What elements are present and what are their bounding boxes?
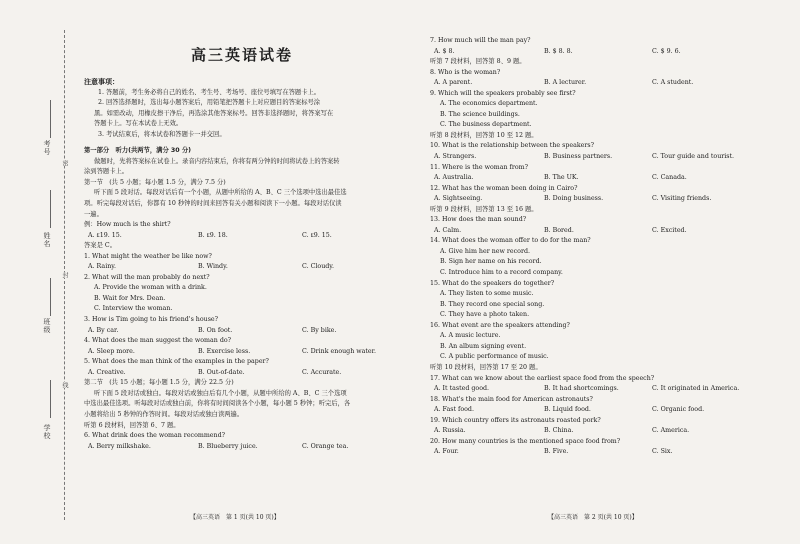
option-c: C. $ 9. 6. (652, 47, 681, 55)
option-c: C. Accurate. (302, 368, 342, 376)
question-2-option-c: C. Interview the woman. (94, 305, 173, 313)
left-column (84, 77, 400, 452)
question-7: 7. How much will the man pay? (430, 37, 531, 44)
class-field (50, 278, 51, 316)
option-b: B. Bored. (544, 226, 574, 234)
question-2-option-b: B. Wait for Mrs. Dean. (94, 294, 166, 302)
binding-margin (0, 0, 78, 544)
question-13-options (430, 226, 750, 237)
question-11-options (430, 173, 750, 184)
option-b: B. It had shortcomings. (544, 385, 619, 393)
margin-label-school: 学校 (43, 424, 51, 440)
question-9-option-c: C. The business department. (440, 121, 532, 129)
option-b: B. On foot. (198, 326, 233, 334)
question-8: 8. Who is the woman? (430, 68, 501, 76)
page-title: 高三英语试卷 (190, 46, 293, 64)
option-a: A. Rainy. (88, 263, 116, 271)
name-field (50, 190, 51, 228)
margin-label-name: 姓名 (43, 232, 51, 248)
footer-right: 【高三英语 第 2 页(共 10 页)】 (548, 514, 638, 521)
question-14-option-b: B. Sign her name on his record. (440, 258, 542, 266)
question-19: 19. Which country offers its astronauts roasted pork? (430, 416, 601, 424)
cut-mark-feng: 封 (61, 272, 68, 278)
option-c: C. Visiting friends. (652, 195, 712, 203)
question-18: 18. What's the main food for American astronauts? (430, 395, 593, 403)
question-15-option-a: A. They listen to some music. (440, 290, 534, 298)
option-a: A. ₤19. 15. (88, 231, 122, 239)
question-19-options (430, 426, 750, 437)
option-c: C. Drink enough water. (302, 347, 376, 355)
option-c: C. America. (652, 427, 690, 435)
option-b: B. Five. (544, 448, 569, 456)
question-3: 3. How is Tim going to his friend's house? (84, 316, 219, 324)
section2-intro-line: 中选出最佳选项。听每段对话或独白前，你将有时间阅读各个小题，每小题 5 秒钟；听完后，各 (84, 400, 351, 408)
question-17-options (430, 384, 750, 395)
question-4: 4. What does the man suggest the woman do? (84, 337, 232, 345)
option-a: A. A parent. (434, 79, 473, 87)
section1-intro-line: 一遍。 (84, 210, 103, 218)
part1-heading: 第一部分 听力(共两节，满分 30 分) (84, 147, 192, 155)
option-b: B. Business partners. (544, 153, 613, 161)
question-10: 10. What is the relationship between the speakers? (430, 142, 595, 150)
question-7-options (430, 47, 750, 58)
part1-intro-line: 涂到答题卡上。 (84, 168, 129, 176)
question-6: 6. What drink does the woman recommend? (84, 432, 225, 440)
option-a: A. It tasted good. (434, 385, 490, 393)
notice-line: 答题卡上。写在本试卷上无效。 (94, 120, 183, 128)
option-a: A. Creative. (88, 368, 126, 376)
question-10-options (430, 152, 750, 163)
cut-mark-xian: 线 (61, 382, 68, 388)
option-b: B. Doing business. (544, 195, 604, 203)
question-12: 12. What has the woman been doing in Cairo? (430, 184, 578, 192)
section2-intro-line: 小题将给出 5 秒钟的作答时间。每段对话或独白读两遍。 (84, 410, 244, 418)
option-c: C. A student. (652, 79, 694, 87)
option-a: A. Russia. (434, 427, 466, 435)
question-6-options (84, 442, 400, 453)
option-b: B. Liquid food. (544, 406, 591, 414)
option-b: B. The UK. (544, 174, 579, 182)
question-2-option-a: A. Provide the woman with a drink. (94, 284, 207, 292)
option-b: B. A lecturer. (544, 79, 587, 87)
group6-heading: 听第 6 段材料，回答第 6、7 题。 (84, 421, 180, 429)
option-b: B. China. (544, 427, 574, 435)
option-c: C. ₤9. 15. (302, 231, 332, 239)
margin-label-class: 班级 (43, 318, 51, 334)
example-options (84, 231, 400, 242)
question-15-option-b: B. They record one special song. (440, 300, 545, 308)
question-13: 13. How does the man sound? (430, 216, 527, 224)
margin-label-exam-number: 考号 (43, 140, 51, 156)
question-1-options (84, 262, 400, 273)
option-a: A. Strangers. (434, 153, 477, 161)
question-16-option-a: A. A music lecture. (440, 332, 501, 340)
option-a: A. Australia. (434, 174, 474, 182)
notice-line: 3. 考试结束后，将本试卷和答题卡一并交回。 (98, 130, 226, 138)
option-c: C. Six. (652, 448, 673, 456)
option-c: C. Organic food. (652, 406, 705, 414)
question-16-option-b: B. An album signing event. (440, 342, 527, 350)
option-c: C. Orange tea. (302, 442, 349, 450)
option-b: B. $ 8. 8. (544, 47, 573, 55)
group8-heading: 听第 8 段材料，回答第 10 至 12 题。 (430, 131, 538, 139)
question-16: 16. What event are the speakers attending? (430, 321, 570, 329)
group7-heading: 听第 7 段材料，回答第 8、9 题。 (430, 58, 526, 66)
exam-number-field (50, 100, 51, 138)
part1-intro-line: 做题时，先将答案标在试卷上。录音内容结束后，你将有两分钟的时间将试卷上的答案转 (94, 157, 340, 165)
example-question: 例：How much is the shirt? (84, 221, 171, 229)
option-a: A. Berry milkshake. (88, 442, 151, 450)
section1-heading: 第一节 (共 5 小题；每小题 1.5 分，满分 7.5 分) (84, 178, 226, 186)
section2-intro-line: 听下面 5 段对话或独白。每段对话或独白后有几个小题，从题中所给的 A、B、C 三个选项 (94, 389, 347, 397)
question-14-option-c: C. Introduce him to a record company. (440, 269, 563, 277)
question-15: 15. What do the speakers do together? (430, 279, 555, 287)
notice-line: 黑。如需改动，用橡皮擦干净后，再选涂其他答案标号。回答非选择题时，将答案写在 (94, 109, 334, 117)
question-4-options (84, 347, 400, 358)
question-14: 14. What does the woman offer to do for the man? (430, 237, 591, 245)
option-b: B. ₤9. 18. (198, 231, 228, 239)
notice-line: 1. 答题前，考生务必将自己的姓名、考生号、考场号、座位号填写在答题卡上。 (98, 88, 321, 96)
option-a: A. Calm. (434, 226, 462, 234)
question-20-options (430, 447, 750, 458)
question-12-options (430, 194, 750, 205)
notice-heading: 注意事项： (84, 78, 119, 86)
footer-left: 【高三英语 第 1 页(共 10 页)】 (190, 514, 280, 521)
section1-intro-line: 听下面 5 段对话。每段对话后有一个小题，从题中所给的 A、B、C 三个选项中选出最佳选 (94, 189, 347, 197)
notice-line: 2. 回答选择题时，选出每小题答案后，用铅笔把答题卡上对应题目的答案标号涂 (98, 99, 321, 107)
option-b: B. Out-of-date. (198, 368, 245, 376)
section2-heading: 第二节 (共 15 小题；每小题 1.5 分，满分 22.5 分) (84, 379, 234, 387)
right-column (430, 36, 750, 458)
option-c: C. Canada. (652, 174, 687, 182)
group10-heading: 听第 10 段材料，回答第 17 至 20 题。 (430, 363, 542, 371)
group9-heading: 听第 9 段材料，回答第 13 至 16 题。 (430, 205, 538, 213)
question-15-option-c: C. They have a photo taken. (440, 311, 530, 319)
option-a: A. Four. (434, 448, 459, 456)
question-20: 20. How many countries is the mentioned space food from? (430, 437, 621, 445)
question-5-options (84, 368, 400, 379)
question-9-option-b: B. The science buildings. (440, 110, 520, 118)
cut-mark-mi: 密 (61, 160, 68, 166)
option-b: B. Exercise less. (198, 347, 251, 355)
question-18-options (430, 405, 750, 416)
question-17: 17. What can we know about the earliest space food from the speech? (430, 374, 655, 382)
question-3-options (84, 326, 400, 337)
question-14-option-a: A. Give him her new record. (440, 247, 530, 255)
question-8-options (430, 78, 750, 89)
option-c: C. It originated in America. (652, 385, 740, 393)
option-a: A. Sightseeing. (434, 195, 483, 203)
question-11: 11. Where is the woman from? (430, 163, 529, 171)
question-1: 1. What might the weather be like now? (84, 252, 212, 260)
option-b: B. Windy. (198, 263, 228, 271)
school-field (50, 380, 51, 418)
question-2: 2. What will the man probably do next? (84, 273, 210, 281)
option-a: A. $ 8. (434, 47, 455, 55)
question-16-option-c: C. A public performance of music. (440, 353, 549, 361)
question-9-option-a: A. The economics department. (440, 100, 538, 108)
example-answer: 答案是 C。 (84, 242, 117, 250)
option-c: C. Cloudy. (302, 263, 335, 271)
section1-intro-line: 项。听完每段对话后，你都有 10 秒钟的时间来回答有关小题和阅读下一小题。每段对话仅读 (84, 200, 342, 208)
option-c: C. Excited. (652, 226, 687, 234)
option-a: A. Fast food. (434, 406, 474, 414)
question-5: 5. What does the man think of the examples in the paper? (84, 358, 269, 366)
option-a: A. By car. (88, 326, 119, 334)
option-c: C. By bike. (302, 326, 337, 334)
question-9: 9. Which will the speakers probably see first? (430, 89, 576, 97)
option-b: B. Blueberry juice. (198, 442, 258, 450)
option-c: C. Tour guide and tourist. (652, 153, 735, 161)
option-a: A. Sleep more. (88, 347, 135, 355)
